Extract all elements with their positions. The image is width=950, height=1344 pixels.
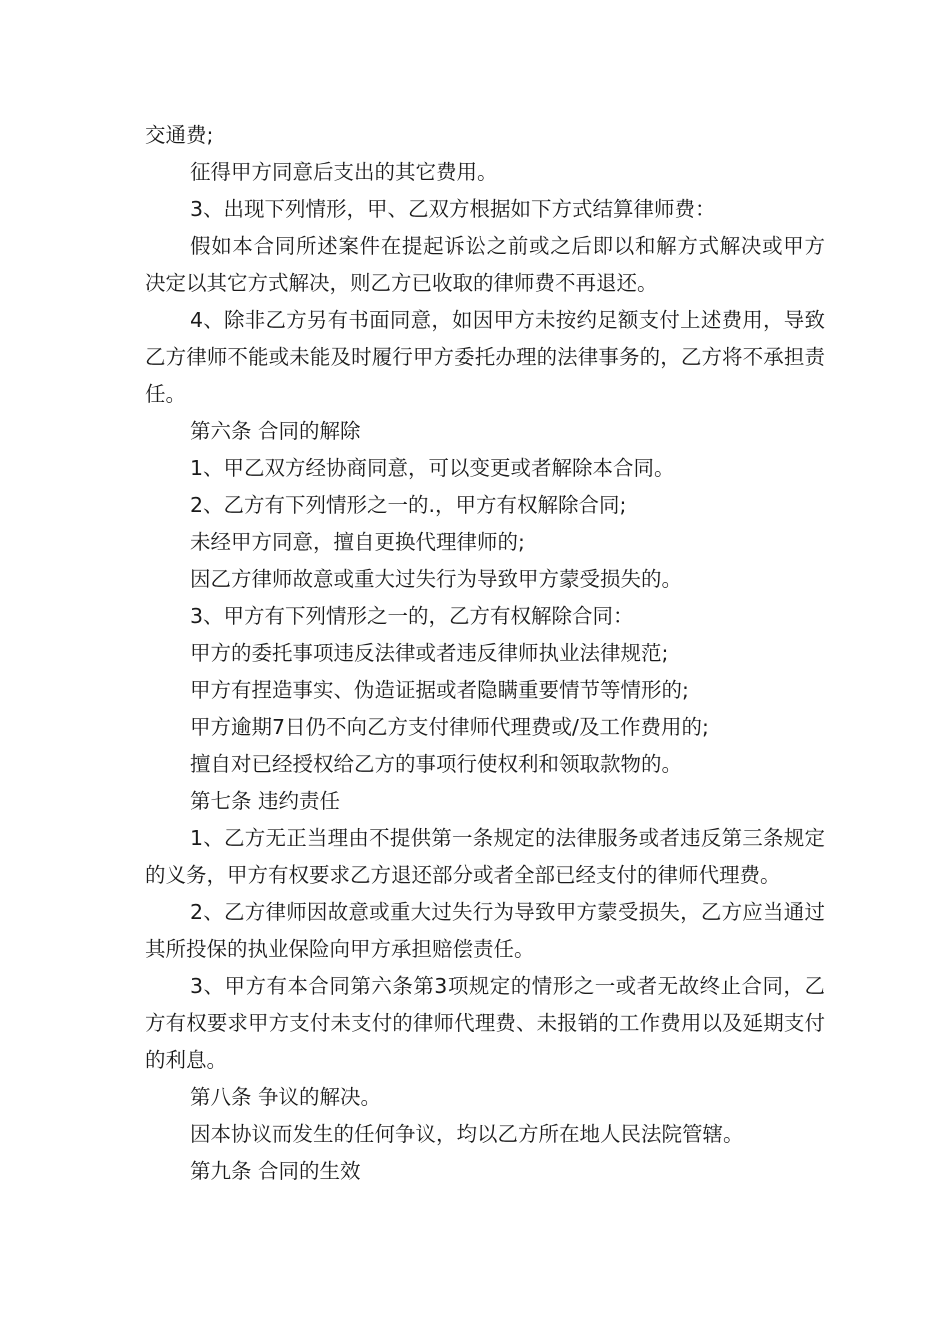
paragraph-17: 1、乙方无正当理由不提供第一条规定的法律服务或者违反第三条规定的义务，甲方有权要求乙方退还部分或者全部已经支付的律师代理费。 <box>145 826 825 887</box>
paragraph-8: 2、乙方有下列情形之一的.，甲方有权解除合同; <box>190 493 627 517</box>
section-heading-7: 第七条 违约责任 <box>190 789 341 813</box>
paragraph-5: 4、除非乙方另有书面同意，如因甲方未按约足额支付上述费用，导致乙方律师不能或未能及时履行甲方委托办理的法律事务的，乙方将不承担责任。 <box>145 308 825 406</box>
document-body <box>145 117 825 1190</box>
paragraph-10: 因乙方律师故意或重大过失行为导致甲方蒙受损失的。 <box>190 567 682 591</box>
paragraph-19: 3、甲方有本合同第六条第3项规定的情形之一或者无故终止合同，乙方有权要求甲方支付未支付的律师代理费、未报销的工作费用以及延期支付的利息。 <box>145 974 825 1072</box>
paragraph-11: 3、甲方有下列情形之一的，乙方有权解除合同： <box>190 604 634 628</box>
paragraph-3: 3、出现下列情形，甲、乙双方根据如下方式结算律师费： <box>190 197 716 221</box>
paragraph-14: 甲方逾期7日仍不向乙方支付律师代理费或/及工作费用的; <box>190 715 709 739</box>
section-heading-8: 第八条 争议的解决。 <box>190 1085 382 1109</box>
paragraph-4: 假如本合同所述案件在提起诉讼之前或之后即以和解方式解决或甲方决定以其它方式解决，则乙方已收取的律师费不再退还。 <box>145 234 825 295</box>
paragraph-7: 1、甲乙双方经协商同意，可以变更或者解除本合同。 <box>190 456 675 480</box>
paragraph-15: 擅自对已经授权给乙方的事项行使权利和领取款物的。 <box>190 752 682 776</box>
paragraph-21: 因本协议而发生的任何争议，均以乙方所在地人民法院管辖。 <box>190 1122 744 1146</box>
section-heading-9: 第九条 合同的生效 <box>190 1159 361 1183</box>
paragraph-2: 征得甲方同意后支出的其它费用。 <box>190 160 498 184</box>
paragraph-12: 甲方的委托事项违反法律或者违反律师执业法律规范; <box>190 641 669 665</box>
section-heading-6: 第六条 合同的解除 <box>190 419 361 443</box>
paragraph-9: 未经甲方同意，擅自更换代理律师的; <box>190 530 525 554</box>
paragraph-13: 甲方有捏造事实、伪造证据或者隐瞒重要情节等情形的; <box>190 678 689 702</box>
paragraph-1: 交通费; <box>145 123 214 147</box>
paragraph-18: 2、乙方律师因故意或重大过失行为导致甲方蒙受损失，乙方应当通过其所投保的执业保险向甲方承担赔偿责任。 <box>145 900 825 961</box>
